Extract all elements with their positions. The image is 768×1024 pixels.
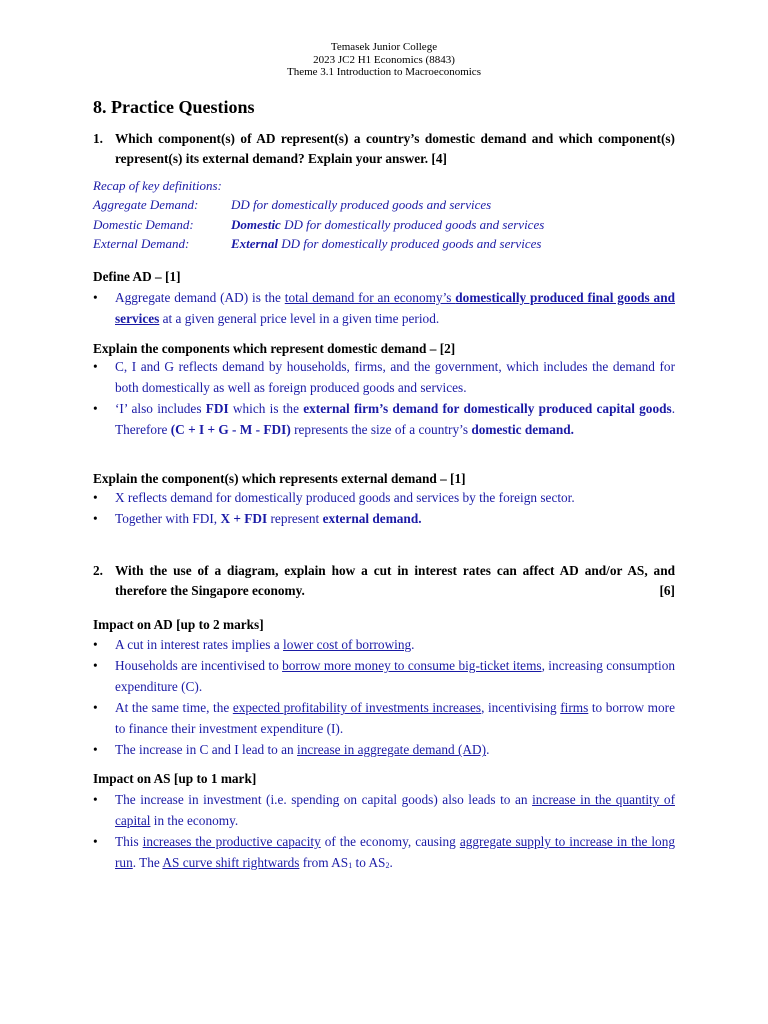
header-theme: Theme 3.1 Introduction to Macroeconomics — [287, 66, 481, 78]
list-item: • Aggregate demand (AD) is the total demand for an economy’s domestically produced final goods and services at a given general price level in a given time period. — [93, 288, 675, 330]
list-item: • The increase in investment (i.e. spending on capital goods) also leads to an increase in the quantity of capital in the economy. — [93, 790, 675, 832]
page-title: 8. Practice Questions — [93, 97, 255, 117]
list-item: • At the same time, the expected profitability of investments increases, incentivising firms to borrow more to finance their investment expenditure (I). — [93, 698, 675, 740]
bullet-list — [93, 790, 675, 877]
section-heading: Explain the component(s) which represents external demand – [1] — [93, 471, 466, 486]
section-heading: Explain the components which represent domestic demand – [2] — [93, 341, 456, 356]
question-2-marks: [6] — [659, 583, 675, 598]
list-item: • C, I and G reflects demand by households, firms, and the government, which includes the demand for both domestically as well as foreign produced goods and services. — [93, 357, 675, 399]
question-1-text: Which component(s) of AD represent(s) a country’s domestic demand and which component(s) represent(s) its external demand? Explain your answer. [4] — [115, 131, 675, 166]
section-heading: Impact on AS [up to 1 mark] — [93, 771, 257, 786]
list-item: • Together with FDI, X + FDI represent external demand. — [93, 509, 675, 530]
list-item: • Households are incentivised to borrow more money to consume big-ticket items, increasing consumption expenditure (C). — [93, 656, 675, 698]
recap-definitions — [93, 176, 544, 253]
question-2 — [93, 561, 675, 601]
recap-row: External Demand: External DD for domestically produced goods and services — [93, 235, 542, 251]
question-1-number: 1. — [93, 131, 103, 146]
section-heading: Impact on AD [up to 2 marks] — [93, 617, 264, 632]
list-item: • ‘I’ also includes FDI which is the external firm’s demand for domestically produced capital goods. Therefore (C + I + G - M - FDI) represents the size of a country’s domestic demand. — [93, 399, 675, 441]
bullet-list — [93, 288, 675, 330]
header-course: 2023 JC2 H1 Economics (8843) — [313, 53, 455, 66]
list-item: • The increase in C and I lead to an increase in aggregate demand (AD). — [93, 740, 675, 761]
question-1 — [93, 129, 675, 169]
list-item: • This increases the productive capacity of the economy, causing aggregate supply to increase in the long run. The AS curve shift rightwards from AS1 to AS2. — [93, 832, 675, 877]
recap-heading: Recap of key definitions: — [93, 178, 222, 193]
list-item: • X reflects demand for domestically produced goods and services by the foreign sector. — [93, 488, 675, 509]
recap-row: Aggregate Demand: DD for domestically produced goods and services — [93, 197, 492, 213]
bullet-list — [93, 635, 675, 762]
list-item: • A cut in interest rates implies a lower cost of borrowing. — [93, 635, 675, 656]
header-school: Temasek Junior College — [330, 41, 438, 53]
recap-row: Domestic Demand: Domestic DD for domestically produced goods and services — [93, 216, 545, 232]
page-header — [0, 41, 768, 79]
bullet-list — [93, 357, 675, 441]
bullet-list — [93, 488, 675, 531]
question-2-number: 2. — [93, 563, 103, 578]
section-heading: Define AD – [1] — [93, 269, 181, 284]
question-2-text: With the use of a diagram, explain how a cut in interest rates can affect AD and/or AS, and therefore the Singapore economy. — [115, 563, 675, 598]
